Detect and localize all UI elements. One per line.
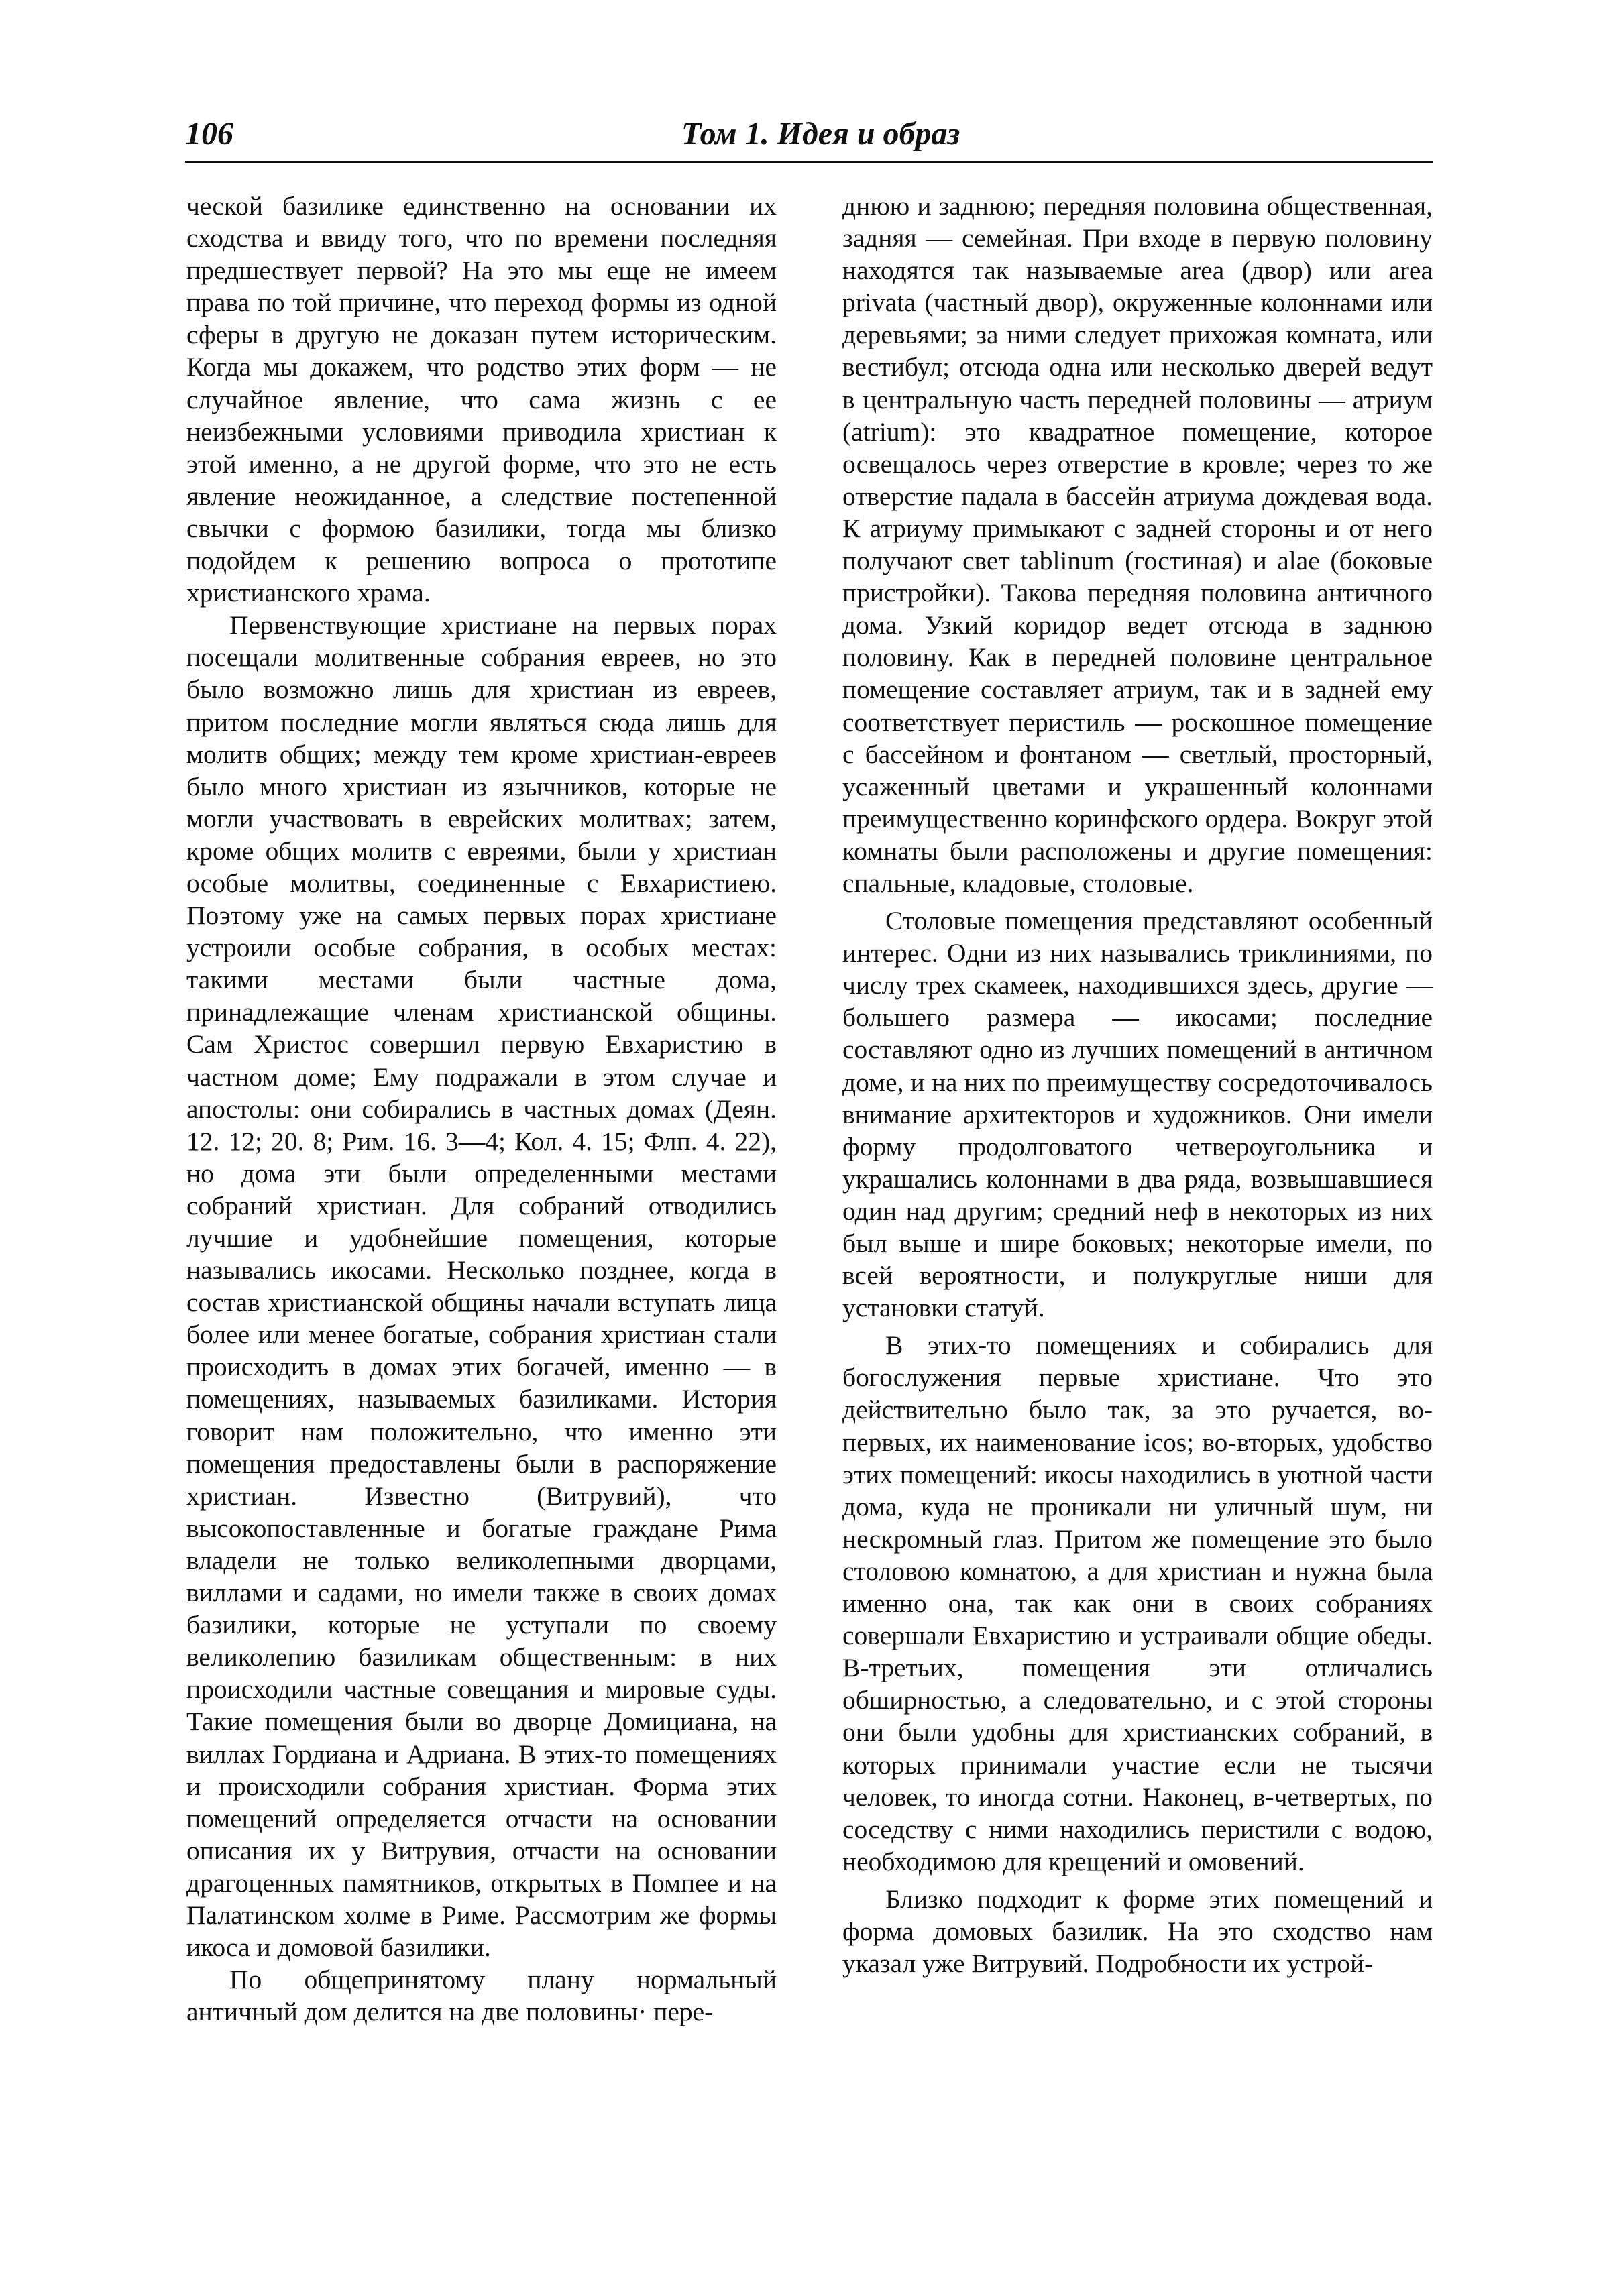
paragraph: ческой базилике единственно на основании их сходства и ввиду того, что по времени последняя предшествует первой? На это мы еще не имеем права по той причине, что переход формы из одной сферы в другую не доказан путем историческим. Когда мы докажем, что родство этих форм — не случайное явление, что сама жизнь с ее неизбежными условиями приводила христиан к этой именно, а не другой форме, что это не есть явление неожиданное, а следствие постепенной свычки с формою базилики, тогда мы близко подойдем к решению вопроса о прототипе христианского храма. (186, 191, 777, 608)
running-title: Том 1. Идея и образ (681, 116, 960, 152)
right-column (842, 190, 1433, 2242)
page-number: 106 (185, 116, 233, 152)
paragraph: По общепринятому плану нормальный античный дом делится на две половины· пере- (186, 1965, 777, 2027)
paragraph: Близко подходит к форме этих помещений и форма домовых базилик. На это сходство нам указал уже Витрувий. Подробности их устрой- (842, 1884, 1433, 1979)
left-column (186, 190, 777, 2242)
page-header (185, 114, 1433, 163)
paragraph: днюю и заднюю; передняя половина общественная, задняя — семейная. При входе в первую половину находятся так называемые area (двор) или area privata (частный двор), окруженные колоннами или деревьями; за ними следует прихожая комната, или вестибул; отсюда одна или несколько дверей ведут в центральную часть передней половины — атриум (atrium): это квадратное помещение, которое освещалось через отверстие в кровле; через то же отверстие падала в бассейн атриума дождевая вода. К атриуму примыкают с задней стороны и от него получают свет tablinum (гостиная) и alae (боковые пристройки). Такова передняя половина античного дома. Узкий коридор ведет отсюда в заднюю половину. Как в передней половине центральное помещение составляет атриум, так и в задней ему соответствует перистиль — роскошное помещение с бассейном и фонтаном — светлый, просторный, усаженный цветами и украшенный колоннами преимущественно коринфского ордера. Вокруг этой комнаты были расположены и другие помещения: спальные, кладовые, столовые. (842, 191, 1433, 898)
paragraph: Столовые помещения представляют особенный интерес. Одни из них назывались триклиниями, по числу трех скамеек, находившихся здесь, другие — большего размера — икосами; последние составляют одно из лучших помещений в античном доме, и на них по преимуществу сосредоточивалось внимание архитекторов и художников. Они имели форму продолговатого четвероугольника и украшались колоннами в два ряда, возвышавшиеся один над другим; средний неф в некоторых из них был выше и шире боковых; некоторые имели, по всей вероятности, и полукруглые ниши для установки статуй. (842, 906, 1433, 1323)
paragraph: Первенствующие христиане на первых порах посещали молитвенные собрания евреев, но это было возможно лишь для христиан из евреев, притом последние могли являться сюда лишь для молитв общих; между тем кроме христиан-евреев было много христиан из язычников, которые не могли участвовать в еврейских молитвах; затем, кроме общих молитв с евреями, были у христиан особые молитвы, соединенные с Евхаристиею. Поэтому уже на самых первых порах христиане устроили особые собрания, в особых местах: такими местами были частные дома, принадлежащие членам христианской общины. Сам Христос совершил первую Евхаристию в частном доме; Ему подражали в этом случае и апостолы: они собирались в частных домах (Деян. 12. 12; 20. 8; Рим. 16. 3—4; Кол. 4. 15; Флп. 4. 22), но дома эти были определенными местами собраний христиан. Для собраний отводились лучшие и удобнейшие помещения, которые назывались икосами. Несколько позднее, когда в состав христианской общины начали вступать лица более или менее богатые, собрания христиан стали происходить в домах этих богачей, именно — в помещениях, называемых базиликами. История говорит нам положительно, что именно эти помещения предоставлены были в распоряжение христиан. Известно (Витрувий), что высокопоставленные и богатые граждане Рима владели не только великолепными дворцами, виллами и садами, но имели также в своих домах базилики, которые не уступали по своему великолепию базиликам общественным: в них происходили частные совещания и мировые суды. Такие помещения были во дворце Домициана, на виллах Гордиана и Адриана. В этих-то помещениях и происходили собрания христиан. Форма этих помещений определяется отчасти на основании описания их у Витрувия, отчасти на основании драгоценных памятников, открытых в Помпее и на Палатинском холме в Риме. Рассмотрим же формы икоса и домовой базилики. (186, 610, 777, 1963)
paragraph: В этих-то помещениях и собирались для богослужения первые христиане. Что это действительно было так, за это ручается, во-первых, их наименование icos; во-вторых, удобство этих помещений: икосы находились в уютной части дома, куда не проникали ни уличный шум, ни нескромный глаз. Притом же помещение это было столовою комнатою, а для христиан и нужна была именно она, так как они в своих собраниях совершали Евхаристию и устраивали общие обеды. В-третьих, помещения эти отличались обширностью, а следовательно, и с этой стороны они были удобны для христианских собраний, в которых принимали участие если не тысячи человек, то иногда сотни. Наконец, в-четвертых, по соседству с ними находились перистили с водою, необходимою для крещений и омовений. (842, 1330, 1433, 1876)
